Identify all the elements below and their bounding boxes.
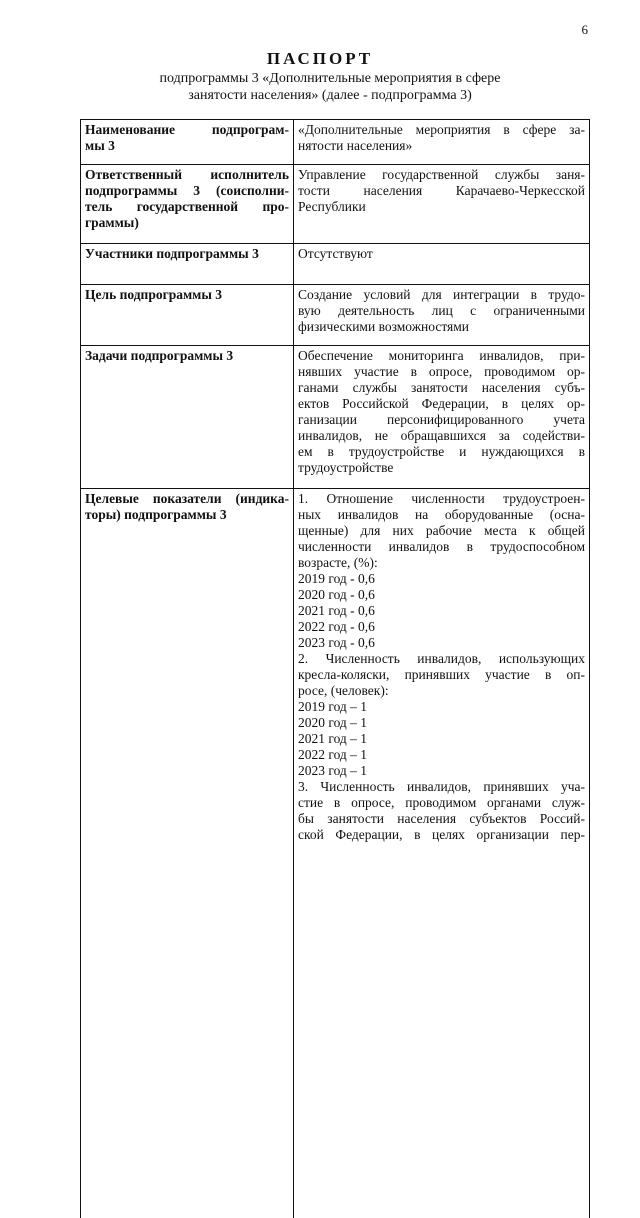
label-line: тель государственной про- — [85, 199, 289, 215]
value-line: 2023 год - 0,6 — [298, 635, 585, 651]
value-line: бы занятости населения субъектов Россий- — [298, 811, 585, 827]
passport-table — [80, 119, 590, 1218]
value-line: ской Федерации, в целях организации пер- — [298, 827, 585, 843]
value-line: Отсутствуют — [298, 246, 585, 262]
label-line: Целевые показатели (индика- — [85, 491, 289, 507]
value-line: 2022 год - 0,6 — [298, 619, 585, 635]
label-line: Участники подпрограммы 3 — [85, 246, 289, 262]
document-subtitle — [110, 70, 550, 104]
subtitle-line: занятости населения» (далее - подпрограмма 3) — [110, 87, 550, 104]
label-line: торы) подпрограммы 3 — [85, 507, 289, 523]
value-line: нятости населения» — [298, 138, 585, 154]
row-value — [294, 244, 590, 285]
value-line: 2021 год – 1 — [298, 731, 585, 747]
value-line: инвалидов, не обращавшихся за содействи- — [298, 428, 585, 444]
value-line: тости населения Карачаево-Черкесской — [298, 183, 585, 199]
value-line: 2020 год – 1 — [298, 715, 585, 731]
value-line: ганизации персонифицированного учета — [298, 412, 585, 428]
label-line: граммы) — [85, 215, 289, 231]
value-line: 2023 год – 1 — [298, 763, 585, 779]
value-line: нявших участие в опросе, проводимом ор- — [298, 364, 585, 380]
value-line: вую деятельность лиц с ограниченными — [298, 303, 585, 319]
table-row — [81, 120, 590, 165]
value-line: 2022 год – 1 — [298, 747, 585, 763]
page-number: 6 — [548, 22, 588, 38]
row-value — [294, 165, 590, 244]
row-label — [81, 120, 294, 165]
value-line: Создание условий для интеграции в трудо- — [298, 287, 585, 303]
table-row — [81, 346, 590, 489]
table-row — [81, 489, 590, 1218]
value-line: щенные) для них рабочие места к общей — [298, 523, 585, 539]
value-line: ганами службы занятости населения субъ- — [298, 380, 585, 396]
value-line: стие в опросе, проводимом органами служ- — [298, 795, 585, 811]
label-line: Цель подпрограммы 3 — [85, 287, 289, 303]
value-line: Республики — [298, 199, 585, 215]
row-label — [81, 489, 294, 1218]
label-line: Ответственный исполнитель — [85, 167, 289, 183]
row-label — [81, 346, 294, 489]
label-line: Наименование подпрограм- — [85, 122, 289, 138]
value-line: трудоустройстве — [298, 460, 585, 476]
value-line: 3. Численность инвалидов, принявших уча- — [298, 779, 585, 795]
label-line: мы 3 — [85, 138, 289, 154]
value-line: «Дополнительные мероприятия в сфере за- — [298, 122, 585, 138]
value-line: ектов Российской Федерации, в целях ор- — [298, 396, 585, 412]
subtitle-line: подпрограммы 3 «Дополнительные мероприятия в сфере — [110, 70, 550, 87]
value-line: ных инвалидов на оборудованные (осна- — [298, 507, 585, 523]
table-row — [81, 165, 590, 244]
document-title: ПАСПОРТ — [0, 49, 640, 69]
row-value — [294, 489, 590, 1218]
row-value — [294, 285, 590, 346]
value-line: физическими возможностями — [298, 319, 585, 335]
row-label — [81, 285, 294, 346]
value-line: 2021 год - 0,6 — [298, 603, 585, 619]
value-line: ем в трудоустройстве и нуждающихся в — [298, 444, 585, 460]
label-line: подпрограммы 3 (соисполни- — [85, 183, 289, 199]
table-row — [81, 244, 590, 285]
value-line: 2019 год - 0,6 — [298, 571, 585, 587]
row-label — [81, 244, 294, 285]
value-line: росе, (человек): — [298, 683, 585, 699]
value-line: 1. Отношение численности трудоустроен- — [298, 491, 585, 507]
value-line: Управление государственной службы заня- — [298, 167, 585, 183]
value-line: 2020 год - 0,6 — [298, 587, 585, 603]
label-line: Задачи подпрограммы 3 — [85, 348, 289, 364]
value-line: 2019 год – 1 — [298, 699, 585, 715]
table-row — [81, 285, 590, 346]
value-line: кресла-коляски, принявших участие в оп- — [298, 667, 585, 683]
value-line: Обеспечение мониторинга инвалидов, при- — [298, 348, 585, 364]
value-line: численности инвалидов в трудоспособном — [298, 539, 585, 555]
value-line: возрасте, (%): — [298, 555, 585, 571]
row-value — [294, 120, 590, 165]
row-value — [294, 346, 590, 489]
row-label — [81, 165, 294, 244]
value-line: 2. Численность инвалидов, использующих — [298, 651, 585, 667]
